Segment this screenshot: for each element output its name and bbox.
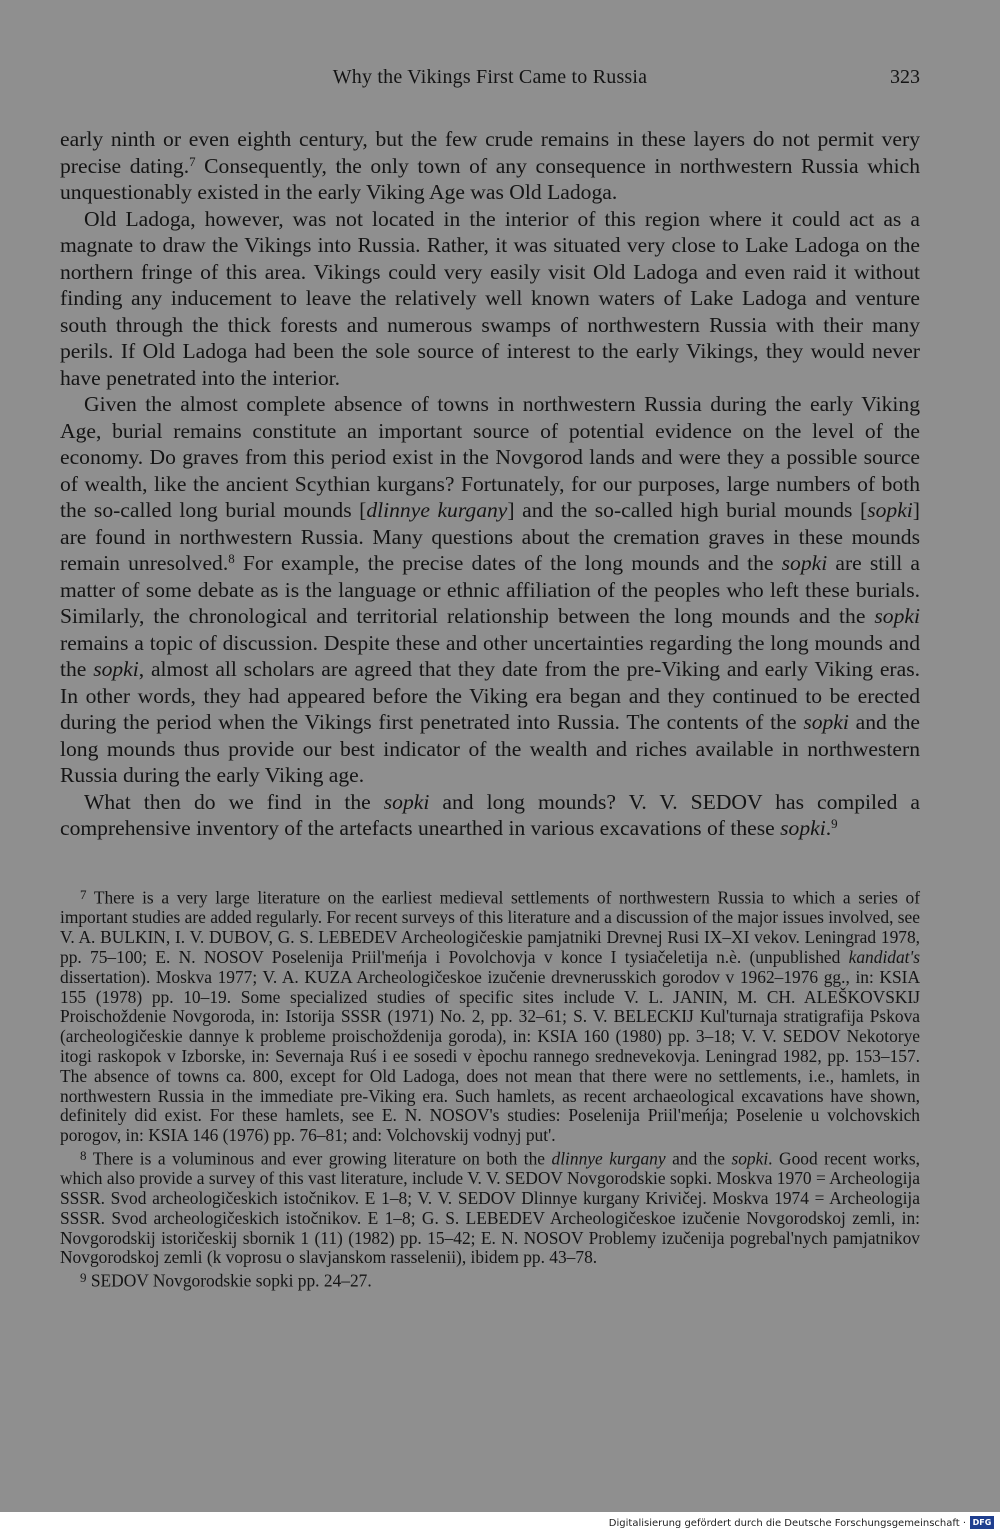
main-text	[60, 126, 920, 842]
footnotes	[60, 885, 920, 1292]
text-run: and the	[665, 1148, 732, 1169]
italic-term: sopki	[93, 657, 139, 681]
italic-term: kandidat's	[848, 946, 920, 967]
italic-term: sopki	[731, 1148, 769, 1169]
text-run: early ninth or even eighth century, but the few crude remains in these layers do not permit very precise dating.	[60, 127, 920, 178]
italic-term: dlinnye kurgany	[366, 498, 508, 522]
text-run: Consequently, the only town of any consequence in northwestern Russia which unquestionably existed in the early Viking Age was Old Ladoga.	[60, 153, 920, 204]
digitization-credit: Digitalisierung gefördert durch die Deutsche Forschungsgemeinschaft ·	[608, 1518, 966, 1529]
text-run: and long mounds? V. V. SEDOV has compiled a comprehensive inventory of the artefacts unearthed in various excavations of these	[60, 789, 920, 840]
text-run: . Good recent works, which also provide a survey of this vast literature, include V. V. SEDOV Novgorodskie sopki. Moskva 1970 = Archeologija SSSR. Svod archeologičeskich istočnikov. E 1–8; V. V. SEDOV Dlinnye kurgany Krivičej. Moskva 1974 = Archeologija SSSR. Svod archeologičeskich istočnikov. E 1–8; G. S. LEBEDEV Archeologičeskoe izučenie Novgorodskoj zemli, in: Novgorodskij istoričeskij sbornik 1 (11) (1982) pp. 15–42; E. N. NOSOV Problemy izučenija pogrebal'nych pamjatnikov Novgorodskoj zemli (k voprosu o slavjanskom rasselenii), ibidem pp. 43–78.	[60, 1148, 920, 1268]
paragraph-3	[60, 391, 920, 789]
footnote-ref-9: 9	[831, 815, 838, 831]
footnote-mark: 7	[80, 887, 87, 902]
page-header	[60, 66, 920, 96]
text-run: What then do we find in the	[84, 789, 384, 814]
page-number: 323	[890, 66, 920, 88]
text-run: remains a topic of discussion. Despite these and other uncertainties regarding the long mounds and the	[60, 630, 920, 681]
footer-bar	[0, 1512, 1000, 1532]
dfg-logo: DFG	[970, 1516, 994, 1529]
text-run: For example, the precise dates of the long mounds and the	[234, 551, 782, 575]
text-run: There is a voluminous and ever growing literature on both the	[86, 1148, 552, 1169]
text-run: dissertation). Moskva 1977; V. A. KUZA Archeologičeskoe izučenie drevnerusskich gorodov v 1962–1976 gg., in: KSIA 155 (1978) pp. 10–19. Some specialized studies of specific sites include V. L. JANIN, M. CH. ALEŠKOVSKIJ Proischoždenie Novgoroda, in: Istorija SSSR (1971) No. 2, pp. 32–61; S. V. BELECKIJ Kul'turnaja stratigrafija Pskova (archeologičeskie dannye k probleme proischoždenija goroda), in: KSIA 160 (1980) pp. 3–18; V. V. SEDOV Nekotorye itogi raskopok v Izborske, in: Severnaja Ruś i ee sosedi v èpochu rannego srednevekovja. Leningrad 1982, pp. 153–157. The absence of towns ca. 800, except for Old Ladoga, does not mean that there were no settlements, i.e., hamlets, in northwestern Russia in the immediate pre-Viking era. Such hamlets, as recent archaeological excavations have shown, definitely did exist. For these hamlets, see E. N. NOSOV's studies: Poselenija Priil'meńja; Poselenie u volchovskich porogov, in: KSIA 146 (1976) pp. 76–81; and: Volchovskij vodnyj put'.	[60, 966, 920, 1146]
italic-term: sopki	[781, 551, 828, 575]
text-run: , almost all scholars are agreed that they date from the pre-Viking and early Viking eras. In other words, they had appeared before the Viking era began and they continued to be erected during the period when the Vikings first penetrated into Russia. The contents of the	[60, 657, 920, 734]
text-run: Given the almost complete absence of towns in northwestern Russia during the early Viking Age, burial remains constitute an important source of potential evidence on the level of the economy. Do graves from this period exist in the Novgorod lands and were they a possible source of wealth, like the ancient Scythian kurgans? Fortunately, for our purposes, large numbers of both the so-called long burial mounds [	[60, 392, 920, 522]
text-run: There is a very large literature on the earliest medieval settlements of northwestern Russia to which a series of important studies are added regularly. For recent surveys of this literature and a discussion of the major issues involved, see V. A. BULKIN, I. V. DUBOV, G. S. LEBEDEV Archeologičeskie pamjatniki Drevnej Rusi IX–XI vekov. Leningrad 1978, pp. 75–100; E. N. NOSOV Poselenija Priil'meńja i Povolchovja v konce I tysiačeletija n.è. (unpublished	[60, 887, 920, 967]
italic-term: sopki	[874, 604, 920, 628]
italic-term: sopki	[780, 816, 826, 840]
footnote-mark: 8	[80, 1147, 87, 1163]
italic-term: sopki	[867, 498, 913, 522]
paragraph-4	[60, 789, 920, 842]
footnote-ref-8: 8	[228, 550, 235, 566]
footnote-9	[60, 1268, 920, 1291]
text-run: and the long mounds thus provide our best indicator of the wealth and riches available in northwestern Russia during the early Viking age.	[60, 710, 920, 787]
paragraph-1	[60, 126, 920, 206]
italic-term: dlinnye kurgany	[551, 1148, 666, 1169]
text-run: are still a matter of some debate as is the language or ethnic affiliation of the peoples who left these burials. Similarly, the chronological and territorial relationship between the long mounds and the	[60, 551, 921, 628]
running-title: Why the Vikings First Came to Russia	[332, 66, 648, 88]
text-run: SEDOV Novgorodskie sopki pp. 24–27.	[86, 1270, 372, 1291]
paragraph-2: Old Ladoga, however, was not located in the interior of this region where it could act as a magnate to draw the Vikings into Russia. Rather, it was situated very close to Lake Ladoga on the northern fringe of this area. Vikings could very easily visit Old Ladoga and even raid it without finding any inducement to leave the relatively well known waters of Lake Ladoga and venture south through the thick forests and numerous swamps of northwestern Russia with their many perils. If Old Ladoga had been the sole source of interest to the early Vikings, they would never have penetrated into the interior.	[60, 206, 920, 390]
text-run: ] and the so-called high burial mounds [	[507, 498, 868, 522]
footnote-8	[60, 1146, 920, 1268]
footnote-mark: 9	[80, 1270, 87, 1286]
text-run: .	[825, 816, 832, 840]
italic-term: sopki	[383, 789, 430, 814]
footnote-ref-7: 7	[189, 153, 196, 169]
text-run: ] are found in northwestern Russia. Many questions about the cremation graves in these mounds remain unresolved.	[60, 498, 920, 575]
footnote-7	[60, 885, 920, 1146]
italic-term: sopki	[803, 710, 849, 734]
